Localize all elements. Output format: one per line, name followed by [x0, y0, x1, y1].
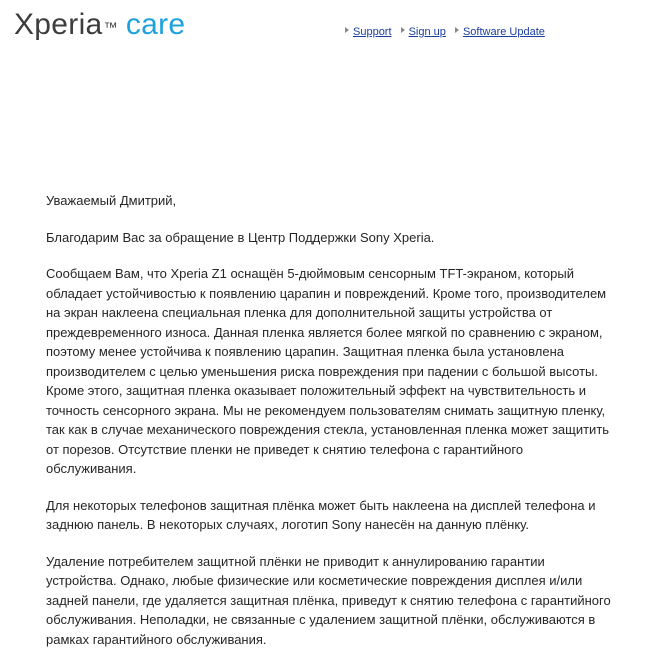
top-nav: [345, 26, 551, 38]
letter-paragraph: Сообщаем Вам, что Xperia Z1 оснащён 5-дюймовым сенсорным TFT-экраном, который обладает устойчивостью к появлению царапин и повреждений. Кроме того, производителем на экран наклеена специальная пленка для дополнительной защиты устройства от преждевременного износа. Данная пленка является более мягкой по сравнению с экраном, поэтому менее устойчива к появлению царапин. Защитная пленка была установлена производителем с целью уменьшения риска повреждения при падении с большой высоты. Кроме этого, защитная пленка оказывает положительный эффект на чувствительность и точность сенсорного экрана. Мы не рекомендуем пользователям снимать защитную пленку, так как в случае механического повреждения стекла, установленная пленка может защитить от порезов. Отсутствие пленки не приведет к снятию телефона с гарантийного обслуживания.: [46, 266, 610, 476]
logo-care-text: care: [125, 8, 186, 41]
software-update-link[interactable]: Software Update: [455, 26, 545, 38]
xperia-care-logo[interactable]: [14, 8, 185, 42]
header: [0, 0, 657, 60]
support-link[interactable]: Support: [345, 26, 392, 38]
letter-paragraph: Удаление потребителем защитной плёнки не приводит к аннулированию гарантии устройства. Однако, любые физические или косметические повреждения дисплея и/или задней панели, где удаляется защитная плёнка, приведут к снятию телефона с гарантийного обслуживания. Неполадки, не связанные с удалением защитной плёнки, обслуживаются в рамках гарантийного обслуживания.: [46, 553, 611, 647]
logo-main-text: Xperia: [14, 8, 103, 41]
letter-greeting: Уважаемый Дмитрий,: [46, 193, 177, 208]
letter-paragraph: Благодарим Вас за обращение в Центр Поддержки Sony Xperia.: [46, 229, 435, 245]
letter-body: [46, 191, 616, 666]
logo-trademark: ™: [103, 19, 118, 35]
sign-up-link[interactable]: Sign up: [401, 26, 446, 38]
letter-paragraph: Для некоторых телефонов защитная плёнка может быть наклеена на дисплей телефона и заднюю панель. В некоторых случаях, логотип Sony нанесён на данную плёнку.: [46, 497, 596, 532]
